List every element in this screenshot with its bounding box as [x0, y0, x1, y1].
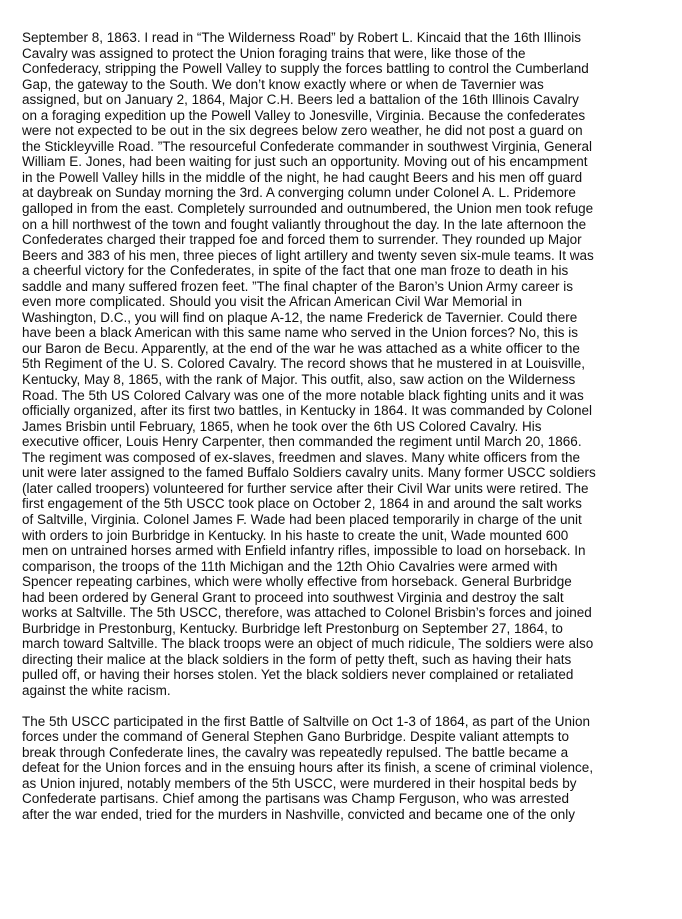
paragraph-1: September 8, 1863. I read in “The Wilderness Road” by Robert L. Kincaid that the 16th Illinois Cavalry was assigned to protect the Union foraging trains that were, like those of the Confederacy, stripping the Powell Valley to supply the forces battling to control the Cumberland Gap, the gateway to the South. We don’t know exactly where or when de Tavernier was assigned, but on January 2, 1864, Major C.H. Beers led a battalion of the 16th Illinois Cavalry on a foraging expedition up the Powell Valley to Jonesville, Virginia. Because the confederates were not expected to be out in the six degrees below zero weather, he did not post a guard on the Stickleyville Road. ”The resourceful Confederate commander in southwest Virginia, General William E. Jones, had been waiting for just such an opportunity. Moving out of his encampment in the Powell Valley hills in the middle of the night, he had caught Beers and his men off guard at daybreak on Sunday morning the 3rd. A converging column under Colonel A. L. Pridemore galloped in from the east. Completely surrounded and outnumbered, the Union men took refuge on a hill northwest of the town and fought valiantly throughout the day. In the late afternoon the Confederates charged their trapped foe and forced them to surrender. They rounded up Major Beers and 383 of his men, three pieces of light artillery and twenty seven six-mule teams. It was a cheerful victory for the Confederates, in spite of the fact that one man froze to death in his saddle and many suffered frozen feet. ”The final chapter of the Baron’s Union Army career is even more complicated. Should you visit the African American Civil War Memorial in Washington, D.C., you will find on plaque A-12, the name Frederick de Tavernier. Could there have been a black American with this same name who served in the Union forces? No, this is our Baron de Becu. Apparently, at the end of the war he was attached as a white officer to the 5th Regiment of the U. S. Colored Cavalry. The record shows that he mustered in at Louisville, Kentucky, May 8, 1865, with the rank of Major. This outfit, also, saw action on the Wilderness Road. The 5th US Colored Calvary was one of the more notable black fighting units and it was officially organized, after its first two battles, in Kentucky in 1864. It was commanded by Colonel James Brisbin until February, 1865, when he took over the 6th US Colored Cavalry. His executive officer, Louis Henry Carpenter, then commanded the regiment until March 20, 1866. The regiment was composed of ex-slaves, freedmen and slaves. Many white officers from the unit were later assigned to the famed Buffalo Soldiers cavalry units. Many former USCC soldiers (later called troopers) volunteered for further service after their Civil War units were retired. The first engagement of the 5th USCC took place on October 2, 1864 in and around the salt works of Saltville, Virginia. Colonel James F. Wade had been placed temporarily in charge of the unit with orders to join Burbridge in Kentucky. In his haste to create the unit, Wade mounted 600 men on untrained horses armed with Enfield infantry rifles, impossible to load on horseback. In comparison, the troops of the 11th Michigan and the 12th Ohio Cavalries were armed with Spencer repeating carbines, which were wholly effective from horseback. General Burbridge had been ordered by General Grant to proceed into southwest Virginia and destroy the salt works at Saltville. The 5th USCC, therefore, was attached to Colonel Brisbin’s forces and joined Burbridge in Prestonburg, Kentucky. Burbridge left Prestonburg on September 27, 1864, to march toward Saltville. The black troops were an object of much ridicule, The soldiers were also directing their malice at the black soldiers in the form of petty theft, such as having their hats pulled off, or having their horses stolen. Yet the black soldiers never complained or retaliated against the white racism.: [22, 30, 596, 698]
document-page: [22, 30, 662, 822]
paragraph-2: The 5th USCC participated in the first Battle of Saltville on Oct 1-3 of 1864, as part of the Union forces under the command of General Stephen Gano Burbridge. Despite valiant attempts to break through Confederate lines, the cavalry was repeatedly repulsed. The battle became a defeat for the Union forces and in the ensuing hours after its finish, a scene of criminal violence, as Union injured, notably members of the 5th USCC, were murdered in their hospital beds by Confederate partisans. Chief among the partisans was Champ Ferguson, who was arrested after the war ended, tried for the murders in Nashville, convicted and became one of the only: [22, 713, 594, 822]
